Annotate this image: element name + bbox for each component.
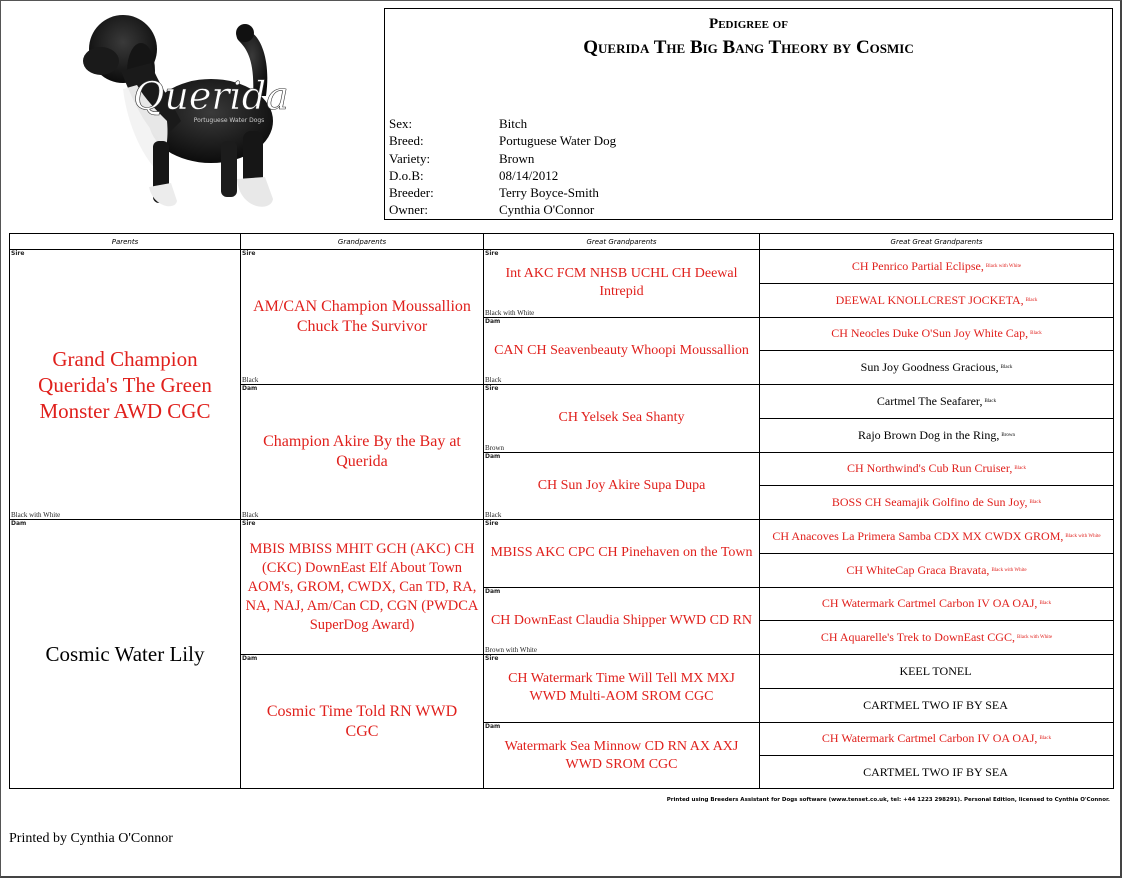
great-great-grandparent-cell — [760, 689, 1113, 723]
great-great-grandparent-cell — [760, 621, 1113, 655]
great-grandparent-name: CH Watermark Time Will Tell MX MXJ WWD Multi-AOM SROM CGC — [508, 671, 735, 705]
grandparent-name: Cosmic Time Told RN WWD CGC — [266, 702, 458, 740]
kennel-logo — [61, 1, 321, 223]
great-great-grandparent-name: CH Anacoves La Primera Samba CDX MX CWDX GROM, — [772, 528, 1064, 543]
coat-color: Black — [1029, 500, 1042, 506]
great-great-grandparent-cell — [760, 284, 1113, 318]
pedigree-table — [9, 233, 1114, 789]
dog-title: Querida The Big Bang Theory by Cosmic — [583, 37, 914, 58]
great-grandparent-cell: Sire CH Watermark Time Will Tell MX MXJ WWD Multi-AOM SROM CGC — [484, 655, 760, 723]
great-great-grandparent-name: DEEWAL KNOLLCREST JOCKETA, — [835, 292, 1024, 307]
info-row: Breed: Portuguese Water Dog — [389, 133, 617, 149]
great-great-grandparent-name: CARTMEL TWO IF BY SEA — [863, 697, 1008, 712]
great-great-grandparent-name: CH Aquarelle's Trek to DownEast CGC, — [820, 630, 1015, 645]
info-row: Sex: Bitch — [389, 116, 528, 131]
coat-color: Black with White — [985, 263, 1022, 269]
coat-color: Black — [1039, 601, 1052, 607]
parent-sire-name: Grand Champion Querida's The Green Monster AWD CGC — [38, 346, 212, 423]
great-grandparent-cell: Sire Int AKC FCM NHSB UCHL CH Deewal Intrepid Black with White — [484, 250, 760, 318]
great-great-grandparent-name: CH Penrico Partial Eclipse, — [851, 258, 984, 273]
parent-dam-name: Cosmic Water Lily — [45, 642, 205, 666]
great-grandparent-name: CH DownEast Claudia Shipper WWD CD RN — [490, 612, 753, 628]
info-row: D.o.B: 08/14/2012 — [389, 167, 559, 183]
coat-color: Black — [1030, 331, 1042, 337]
great-great-grandparent-cell — [760, 486, 1113, 520]
grandparent-name: AM/CAN Champion Moussallion Chuck The Survivor — [253, 298, 471, 335]
great-grandparent-name: CH Sun Joy Akire Supa Dupa — [537, 477, 706, 493]
great-great-grandparent-cell — [760, 419, 1113, 453]
great-great-grandparent-name: CH Watermark Cartmel Carbon IV OA OAJ, — [821, 731, 1038, 746]
coat-color: Black with White — [1065, 533, 1101, 539]
software-footnote: Printed using Breeders Assistant for Dogs software (www.tenset.co.uk, tel: +44 1223 298291). Personal Edition, licensed to Cynthia O'Connor. — [666, 797, 1110, 803]
great-grandparent-cell: Dam CAN CH Seavenbeauty Whoopi Moussallion Black — [484, 318, 760, 386]
great-great-grandparent-name: Rajo Brown Dog in the Ring, — [858, 427, 1000, 442]
great-grandparent-name: Int AKC FCM NHSB UCHL CH Deewal Intrepid — [505, 266, 738, 300]
great-grandparent-name: MBISS AKC CPC CH Pinehaven on the Town — [490, 545, 753, 561]
great-great-grandparent-cell — [760, 385, 1113, 419]
info-row: Breeder: Terry Boyce-Smith — [389, 185, 599, 201]
grandparent-cell: Dam Champion Akire By the Bay at Querida Black — [241, 385, 484, 520]
grandparent-name: MBIS MBISS MHIT GCH (AKC) CH (CKC) DownEast Elf About Town AOM's, GROM, CWDX, Can TD, RA, NA, NAJ, Am/Can CD, CGN (PWDCA SuperDog Award) — [245, 540, 479, 633]
coat-color: Black with White — [991, 567, 1027, 573]
great-great-grandparent-name: BOSS CH Seamajik Golfino de Sun Joy, — [831, 495, 1028, 510]
great-grandparent-cell: Dam CH Sun Joy Akire Supa Dupa Black — [484, 453, 760, 521]
great-great-grandparent-cell — [760, 756, 1113, 788]
great-grandparent-cell: Dam Watermark Sea Minnow CD RN AX AXJ WWD SROM CGC — [484, 723, 760, 789]
printed-by: Printed by Cynthia O'Connor — [9, 831, 173, 846]
coat-color: Black with White — [1016, 635, 1053, 641]
logo-text: Querida — [133, 74, 289, 118]
great-grandparent-cell: Sire MBISS AKC CPC CH Pinehaven on the Town — [484, 520, 760, 588]
great-great-grandparent-name: Cartmel The Seafarer, — [876, 393, 983, 408]
info-row: Variety: Brown — [389, 150, 535, 166]
great-great-grandparent-name: CH Watermark Cartmel Carbon IV OA OAJ, — [821, 596, 1038, 611]
coat-color: Black — [1025, 297, 1038, 303]
great-great-grandparent-cell — [760, 588, 1113, 622]
title-pedigree-of: Pedigree of — [709, 16, 788, 32]
great-great-grandparent-name: CH Neocles Duke O'Sun Joy White Cap, — [831, 326, 1029, 341]
column-header: Parents — [10, 234, 241, 250]
column-header: Great Great Grandparents — [760, 234, 1113, 250]
great-great-grandparent-cell — [760, 351, 1113, 385]
great-great-grandparent-cell — [760, 520, 1113, 554]
great-great-grandparent-cell — [760, 723, 1113, 757]
great-great-grandparent-cell — [760, 453, 1113, 487]
great-great-grandparent-name: KEEL TONEL — [899, 663, 972, 678]
column-header: Grandparents — [241, 234, 484, 250]
coat-color: Black — [984, 398, 997, 404]
great-grandparent-name: Watermark Sea Minnow CD RN AX AXJ WWD SROM CGC — [504, 738, 739, 772]
great-great-grandparent-name: CH WhiteCap Graca Bravata, — [846, 562, 990, 577]
great-grandparent-name: CAN CH Seavenbeauty Whoopi Moussallion — [494, 342, 749, 358]
great-grandparent-cell: Sire CH Yelsek Sea Shanty Brown — [484, 385, 760, 453]
parent-cell-dam: Dam Cosmic Water Lily — [10, 520, 241, 788]
great-great-grandparent-cell — [760, 250, 1113, 284]
great-grandparent-name: CH Yelsek Sea Shanty — [558, 410, 685, 426]
great-great-grandparent-cell — [760, 554, 1113, 588]
dog-logo-icon — [61, 1, 321, 223]
grandparent-name: Champion Akire By the Bay at Querida — [263, 433, 461, 470]
info-row: Owner: Cynthia O'Connor — [389, 202, 595, 218]
great-great-grandparent-cell — [760, 318, 1113, 352]
grandparent-cell: Sire MBIS MBISS MHIT GCH (AKC) CH (CKC) DownEast Elf About Town AOM's, GROM, CWDX, Can TD, RA, NA, NAJ, Am/Can CD, CGN (PWDCA SuperDog Award) — [241, 520, 484, 655]
great-great-grandparent-name: CARTMEL TWO IF BY SEA — [863, 764, 1008, 779]
grandparent-cell: Sire AM/CAN Champion Moussallion Chuck The Survivor Black — [241, 250, 484, 385]
coat-color: Black — [1039, 736, 1052, 742]
great-great-grandparent-cell — [760, 655, 1113, 689]
coat-color: Black — [1000, 365, 1013, 371]
svg-text:Portuguese Water Dogs: Portuguese Water Dogs — [193, 117, 265, 124]
coat-color: Brown — [1001, 432, 1015, 438]
great-great-grandparent-name: Sun Joy Goodness Gracious, — [860, 360, 999, 375]
grandparent-cell: Dam Cosmic Time Told RN WWD CGC — [241, 655, 484, 788]
dog-info — [389, 115, 616, 219]
column-header: Great Grandparents — [484, 234, 760, 250]
header-box — [384, 8, 1113, 220]
great-great-grandparent-name: CH Northwind's Cub Run Cruiser, — [846, 461, 1013, 476]
coat-color: Black — [1014, 466, 1027, 472]
great-grandparent-cell: Dam CH DownEast Claudia Shipper WWD CD RN Brown with White — [484, 588, 760, 656]
parent-cell-sire: Sire Grand Champion Querida's The Green Monster AWD CGC Black with White — [10, 250, 241, 520]
